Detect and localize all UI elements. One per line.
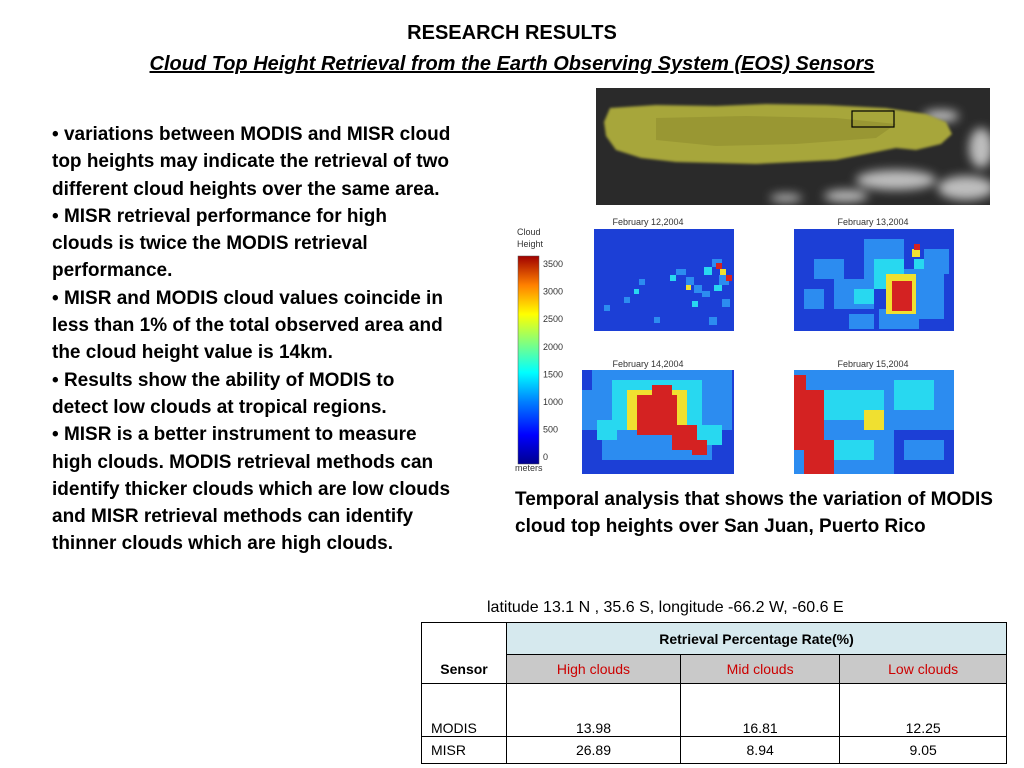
colorbar-tick-label: 1000 xyxy=(543,397,564,407)
table-cell: 16.81 xyxy=(680,684,839,737)
colorbar xyxy=(518,256,539,464)
bullet-dot-icon: • xyxy=(52,369,64,391)
colorbar-tick-label: 1500 xyxy=(543,369,564,380)
table-cell: 12.25 xyxy=(840,684,1007,737)
category-mid-clouds: Mid clouds xyxy=(680,655,839,684)
table-cell: 26.89 xyxy=(507,737,681,764)
cloud-height-maps xyxy=(510,214,980,474)
bullet-dot-icon: • xyxy=(52,424,64,446)
bullet-item xyxy=(52,421,452,557)
figure-caption: Temporal analysis that shows the variation of MODIS cloud top heights over San Juan, Puerto Rico xyxy=(515,489,993,537)
panel-title-feb15: February 15,2004 xyxy=(837,359,909,369)
table-cell: 8.94 xyxy=(680,737,839,764)
colorbar-tick-label: 500 xyxy=(543,424,559,435)
findings-bullet-list xyxy=(52,121,452,558)
table-row xyxy=(422,684,1007,737)
colorbar-title-line-2: Height xyxy=(517,239,544,249)
table-cell: 13.98 xyxy=(507,684,681,737)
colorbar-unit: meters xyxy=(515,463,543,473)
colorbar-tick-label: 2500 xyxy=(543,314,564,325)
row-label: MISR xyxy=(422,737,507,764)
panel-title-feb12: February 12,2004 xyxy=(612,217,684,227)
location-coordinates: latitude 13.1 N , 35.6 S, longitude -66.2 W, -60.6 E xyxy=(487,599,844,616)
colorbar-title-line-1: Cloud xyxy=(517,227,541,237)
group-header: Retrieval Percentage Rate(%) xyxy=(507,623,1007,655)
bullet-text: MISR retrieval performance for high clouds is twice the MODIS retrieval performance. xyxy=(52,205,388,282)
bullet-text: variations between MODIS and MISR cloud top heights may indicate the retrieval of two different cloud heights over the same area. xyxy=(52,124,451,200)
retrieval-rate-table xyxy=(421,622,1007,764)
colorbar-tick-label: 2000 xyxy=(543,341,564,352)
colorbar-tick-label: 0 xyxy=(543,452,549,463)
category-high-clouds: High clouds xyxy=(507,655,681,684)
bullet-dot-icon: • xyxy=(52,124,64,145)
bullet-text: Results show the ability of MODIS to detect low clouds at tropical regions. xyxy=(52,369,395,418)
map-panel-feb14 xyxy=(582,370,734,474)
panel-title-feb14: February 14,2004 xyxy=(612,359,684,369)
title-line-2: Cloud Top Height Retrieval from the Earth Observing System (EOS) Sensors xyxy=(149,53,875,75)
bullet-item xyxy=(52,203,452,285)
title-line-1: RESEARCH RESULTS xyxy=(407,22,617,44)
table-category-row xyxy=(422,655,1007,684)
bullet-dot-icon: • xyxy=(52,205,64,227)
map-panel-feb12 xyxy=(594,229,734,331)
colorbar-ticks xyxy=(543,259,563,462)
bullet-item xyxy=(52,367,452,422)
colorbar-tick-label: 3000 xyxy=(543,286,564,297)
bullet-text: MISR is a better instrument to measure high clouds. MODIS retrieval methods can identify thicker clouds which are low clouds and MISR retrieval methods can identify thinner clouds which are high clouds. xyxy=(52,424,451,555)
bullet-item xyxy=(52,121,452,203)
satellite-image xyxy=(596,88,990,205)
row-label: MODIS xyxy=(422,684,507,737)
table-header-row xyxy=(422,623,1007,655)
map-panel-feb13 xyxy=(794,229,954,331)
bullet-item xyxy=(52,285,452,367)
bullet-text: MISR and MODIS cloud values coincide in less than 1% of the total observed area and the cloud height value is 14km. xyxy=(52,287,443,364)
bullet-dot-icon: • xyxy=(52,287,64,309)
table-cell: 9.05 xyxy=(840,737,1007,764)
sensor-header: Sensor xyxy=(422,623,507,684)
panel-title-feb13: February 13,2004 xyxy=(837,217,909,227)
map-panel-feb15 xyxy=(794,370,954,474)
table-row xyxy=(422,737,1007,764)
category-low-clouds: Low clouds xyxy=(840,655,1007,684)
colorbar-tick-label: 3500 xyxy=(543,259,564,269)
